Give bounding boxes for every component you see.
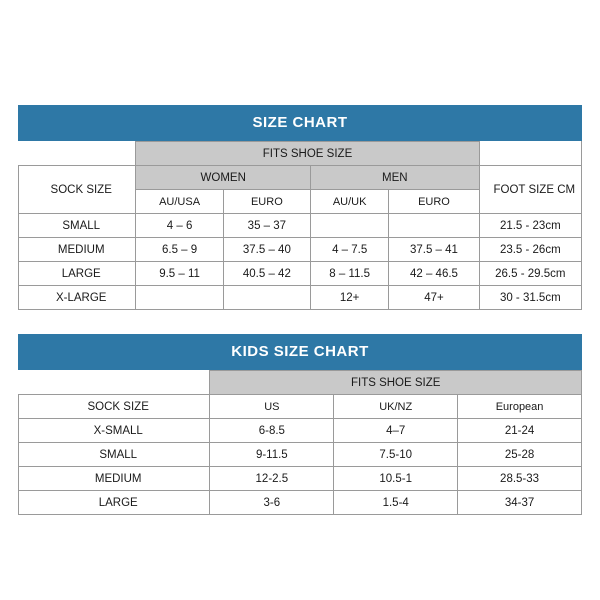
- subheader-us: US: [210, 395, 334, 419]
- cell-us: 3-6: [210, 491, 334, 515]
- col-header-sock-size: SOCK SIZE: [19, 395, 210, 419]
- cell-women-euro: [223, 286, 310, 310]
- table-row: [19, 166, 582, 190]
- row-label: MEDIUM: [19, 467, 210, 491]
- table-row: [19, 286, 582, 310]
- subheader-men-euro: EURO: [389, 190, 479, 214]
- kids-chart-title: KIDS SIZE CHART: [18, 334, 582, 370]
- cell-foot-size: 23.5 - 26cm: [479, 238, 581, 262]
- cell-foot-size: 30 - 31.5cm: [479, 286, 581, 310]
- cell-european: 25-28: [458, 443, 582, 467]
- cell-men-euro: 37.5 – 41: [389, 238, 479, 262]
- row-label: SMALL: [19, 443, 210, 467]
- table-row: [19, 395, 582, 419]
- cell-men-euro: 47+: [389, 286, 479, 310]
- table-row: [19, 142, 582, 166]
- kids-size-table: [18, 370, 582, 515]
- table-row: [19, 238, 582, 262]
- subheader-uknz: UK/NZ: [334, 395, 458, 419]
- cell-men-auuk: 4 – 7.5: [311, 238, 389, 262]
- table-row: [19, 214, 582, 238]
- table-row: [19, 443, 582, 467]
- cell-us: 9-11.5: [210, 443, 334, 467]
- table-row: [19, 262, 582, 286]
- fits-shoe-size-header: FITS SHOE SIZE: [210, 371, 582, 395]
- cell-foot-size: 21.5 - 23cm: [479, 214, 581, 238]
- row-label: X-SMALL: [19, 419, 210, 443]
- cell-european: 21-24: [458, 419, 582, 443]
- fits-shoe-size-header: FITS SHOE SIZE: [136, 142, 479, 166]
- cell-us: 6-8.5: [210, 419, 334, 443]
- row-label: X-LARGE: [19, 286, 136, 310]
- cell-uknz: 10.5-1: [334, 467, 458, 491]
- col-header-men: MEN: [311, 166, 480, 190]
- cell-uknz: 7.5-10: [334, 443, 458, 467]
- cell-women-euro: 40.5 – 42: [223, 262, 310, 286]
- cell-women-auusa: 6.5 – 9: [136, 238, 223, 262]
- col-header-sock-size: SOCK SIZE: [19, 166, 136, 214]
- cell-men-euro: [389, 214, 479, 238]
- cell-women-euro: 35 – 37: [223, 214, 310, 238]
- cell-men-auuk: 8 – 11.5: [311, 262, 389, 286]
- spacer-cell: [19, 371, 210, 395]
- cell-uknz: 4–7: [334, 419, 458, 443]
- table-row: [19, 419, 582, 443]
- col-header-women: WOMEN: [136, 166, 311, 190]
- row-label: LARGE: [19, 491, 210, 515]
- subheader-women-auusa: AU/USA: [136, 190, 223, 214]
- adult-size-table: [18, 141, 582, 310]
- cell-men-auuk: [311, 214, 389, 238]
- adult-size-chart: [18, 105, 582, 310]
- adult-chart-title: SIZE CHART: [18, 105, 582, 141]
- cell-women-auusa: 4 – 6: [136, 214, 223, 238]
- cell-women-auusa: 9.5 – 11: [136, 262, 223, 286]
- spacer-cell: [19, 142, 136, 166]
- kids-size-chart: [18, 334, 582, 515]
- col-header-foot-size: FOOT SIZE CM: [479, 166, 581, 214]
- subheader-european: European: [458, 395, 582, 419]
- cell-us: 12-2.5: [210, 467, 334, 491]
- cell-european: 28.5-33: [458, 467, 582, 491]
- row-label: SMALL: [19, 214, 136, 238]
- cell-uknz: 1.5-4: [334, 491, 458, 515]
- row-label: MEDIUM: [19, 238, 136, 262]
- cell-men-auuk: 12+: [311, 286, 389, 310]
- cell-foot-size: 26.5 - 29.5cm: [479, 262, 581, 286]
- table-row: [19, 491, 582, 515]
- cell-european: 34-37: [458, 491, 582, 515]
- spacer-cell: [479, 142, 581, 166]
- row-label: LARGE: [19, 262, 136, 286]
- table-row: [19, 467, 582, 491]
- cell-women-euro: 37.5 – 40: [223, 238, 310, 262]
- table-row: [19, 371, 582, 395]
- cell-women-auusa: [136, 286, 223, 310]
- cell-men-euro: 42 – 46.5: [389, 262, 479, 286]
- subheader-women-euro: EURO: [223, 190, 310, 214]
- subheader-men-auuk: AU/UK: [311, 190, 389, 214]
